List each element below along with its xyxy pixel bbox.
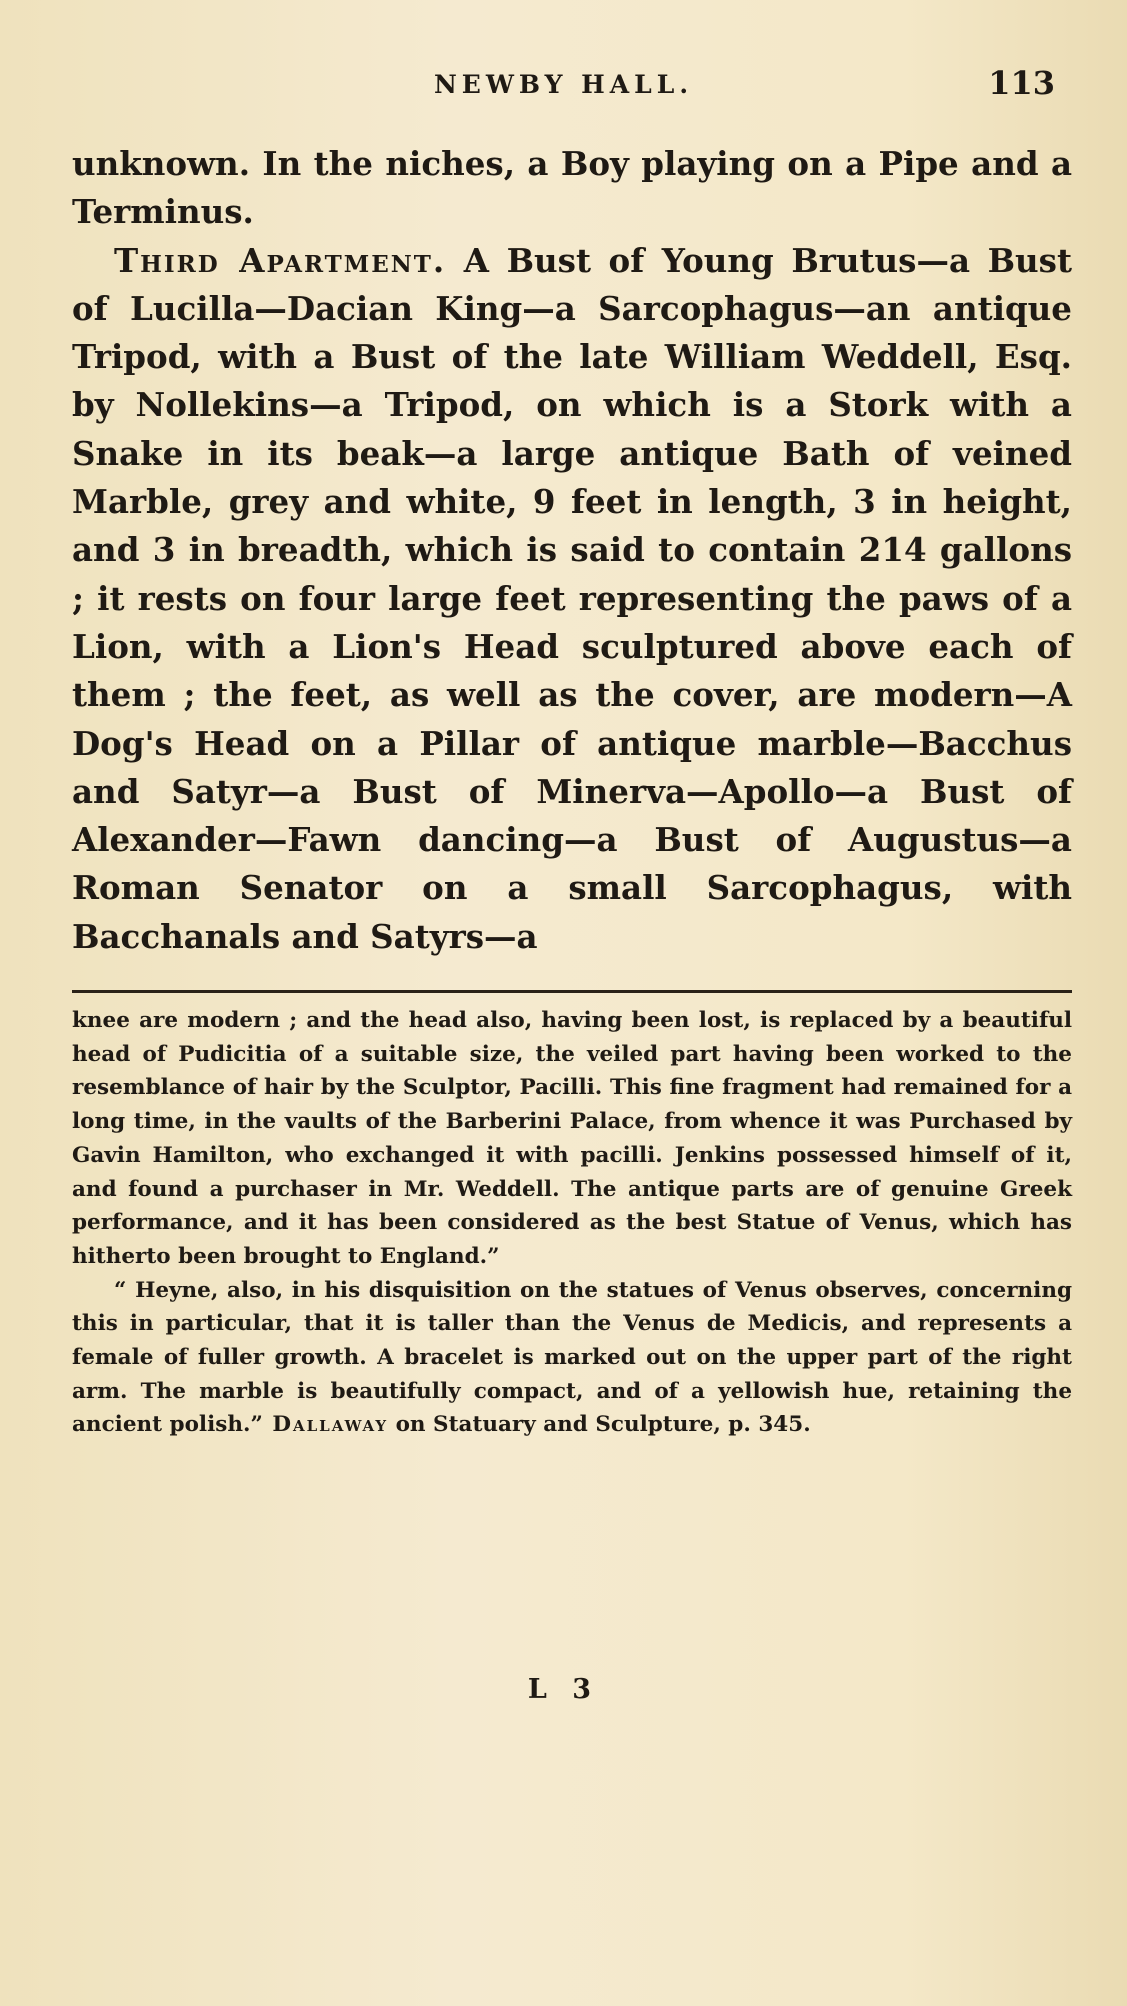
footnote-citation: on Statuary and Sculpture, p. 345. [388, 1412, 811, 1438]
signature-mark: L 3 [527, 1674, 600, 1705]
page-header [0, 64, 1127, 104]
footnote [72, 1004, 1072, 1442]
footnote-rule [72, 990, 1072, 993]
section-label: Third Apartment. [114, 240, 447, 280]
main-text [72, 140, 1072, 961]
footnote-paragraph-heyne [72, 1274, 1072, 1443]
footnote-quote: “ Heyne, also, in his disquisition on the statues of Venus observes, concerning this in particular, that it is taller than the Venus de Medicis, and represents a female of fuller growth. A bracelet is marked out on the upper part of the right arm. The marble is beautifully compact, and of a yellowish hue, retaining the ancient polish.” [72, 1277, 1072, 1438]
footnote-paragraph-continued: knee are modern ; and the head also, having been lost, is replaced by a beautiful head of Pudicitia of a suitable size, the veiled part having been worked to the resemblance of hair by the Sculptor, Pacilli. This fine fragment had remained for a long time, in the vaults of the Barberini Palace, from whence it was Purchased by Gavin Hamilton, who exchanged it with pacilli. Jenkins possessed himself of it, and found a purchaser in Mr. Weddell. The antique parts are of genuine Greek performance, and it has been considered as the best Statue of Venus, which has hitherto been brought to England.” [72, 1008, 1072, 1269]
paragraph-third-apartment [72, 237, 1072, 961]
paragraph-continued: unknown. In the niches, a Boy playing on a Pipe and a Terminus. [72, 144, 1072, 232]
paragraph-text: A Bust of Young Brutus—a Bust of Lucilla—Dacian King—a Sarcophagus—an antique Tripod, with a Bust of the late William Weddell, Esq. by Nollekins—a Tripod, on which is a Stork with a Snake in its beak—a large antique Bath of veined Marble, grey and white, 9 feet in length, 3 in height, and 3 in breadth, which is said to contain 214 gallons ; it rests on four large feet representing the paws of a Lion, with a Lion's Head sculptured above each of them ; the feet, as well as the cover, are modern—A Dog's Head on a Pillar of antique marble—Bacchus and Satyr—a Bust of Minerva—Apollo—a Bust of Alexander—Fawn dancing—a Bust of Augustus—a Roman Senator on a small Sarcophagus, with Bacchanals and Satyrs—a [72, 240, 1072, 956]
page-number: 113 [988, 64, 1055, 102]
running-head: NEWBY HALL. [433, 70, 694, 99]
footnote-author: Dallaway [262, 1412, 389, 1438]
